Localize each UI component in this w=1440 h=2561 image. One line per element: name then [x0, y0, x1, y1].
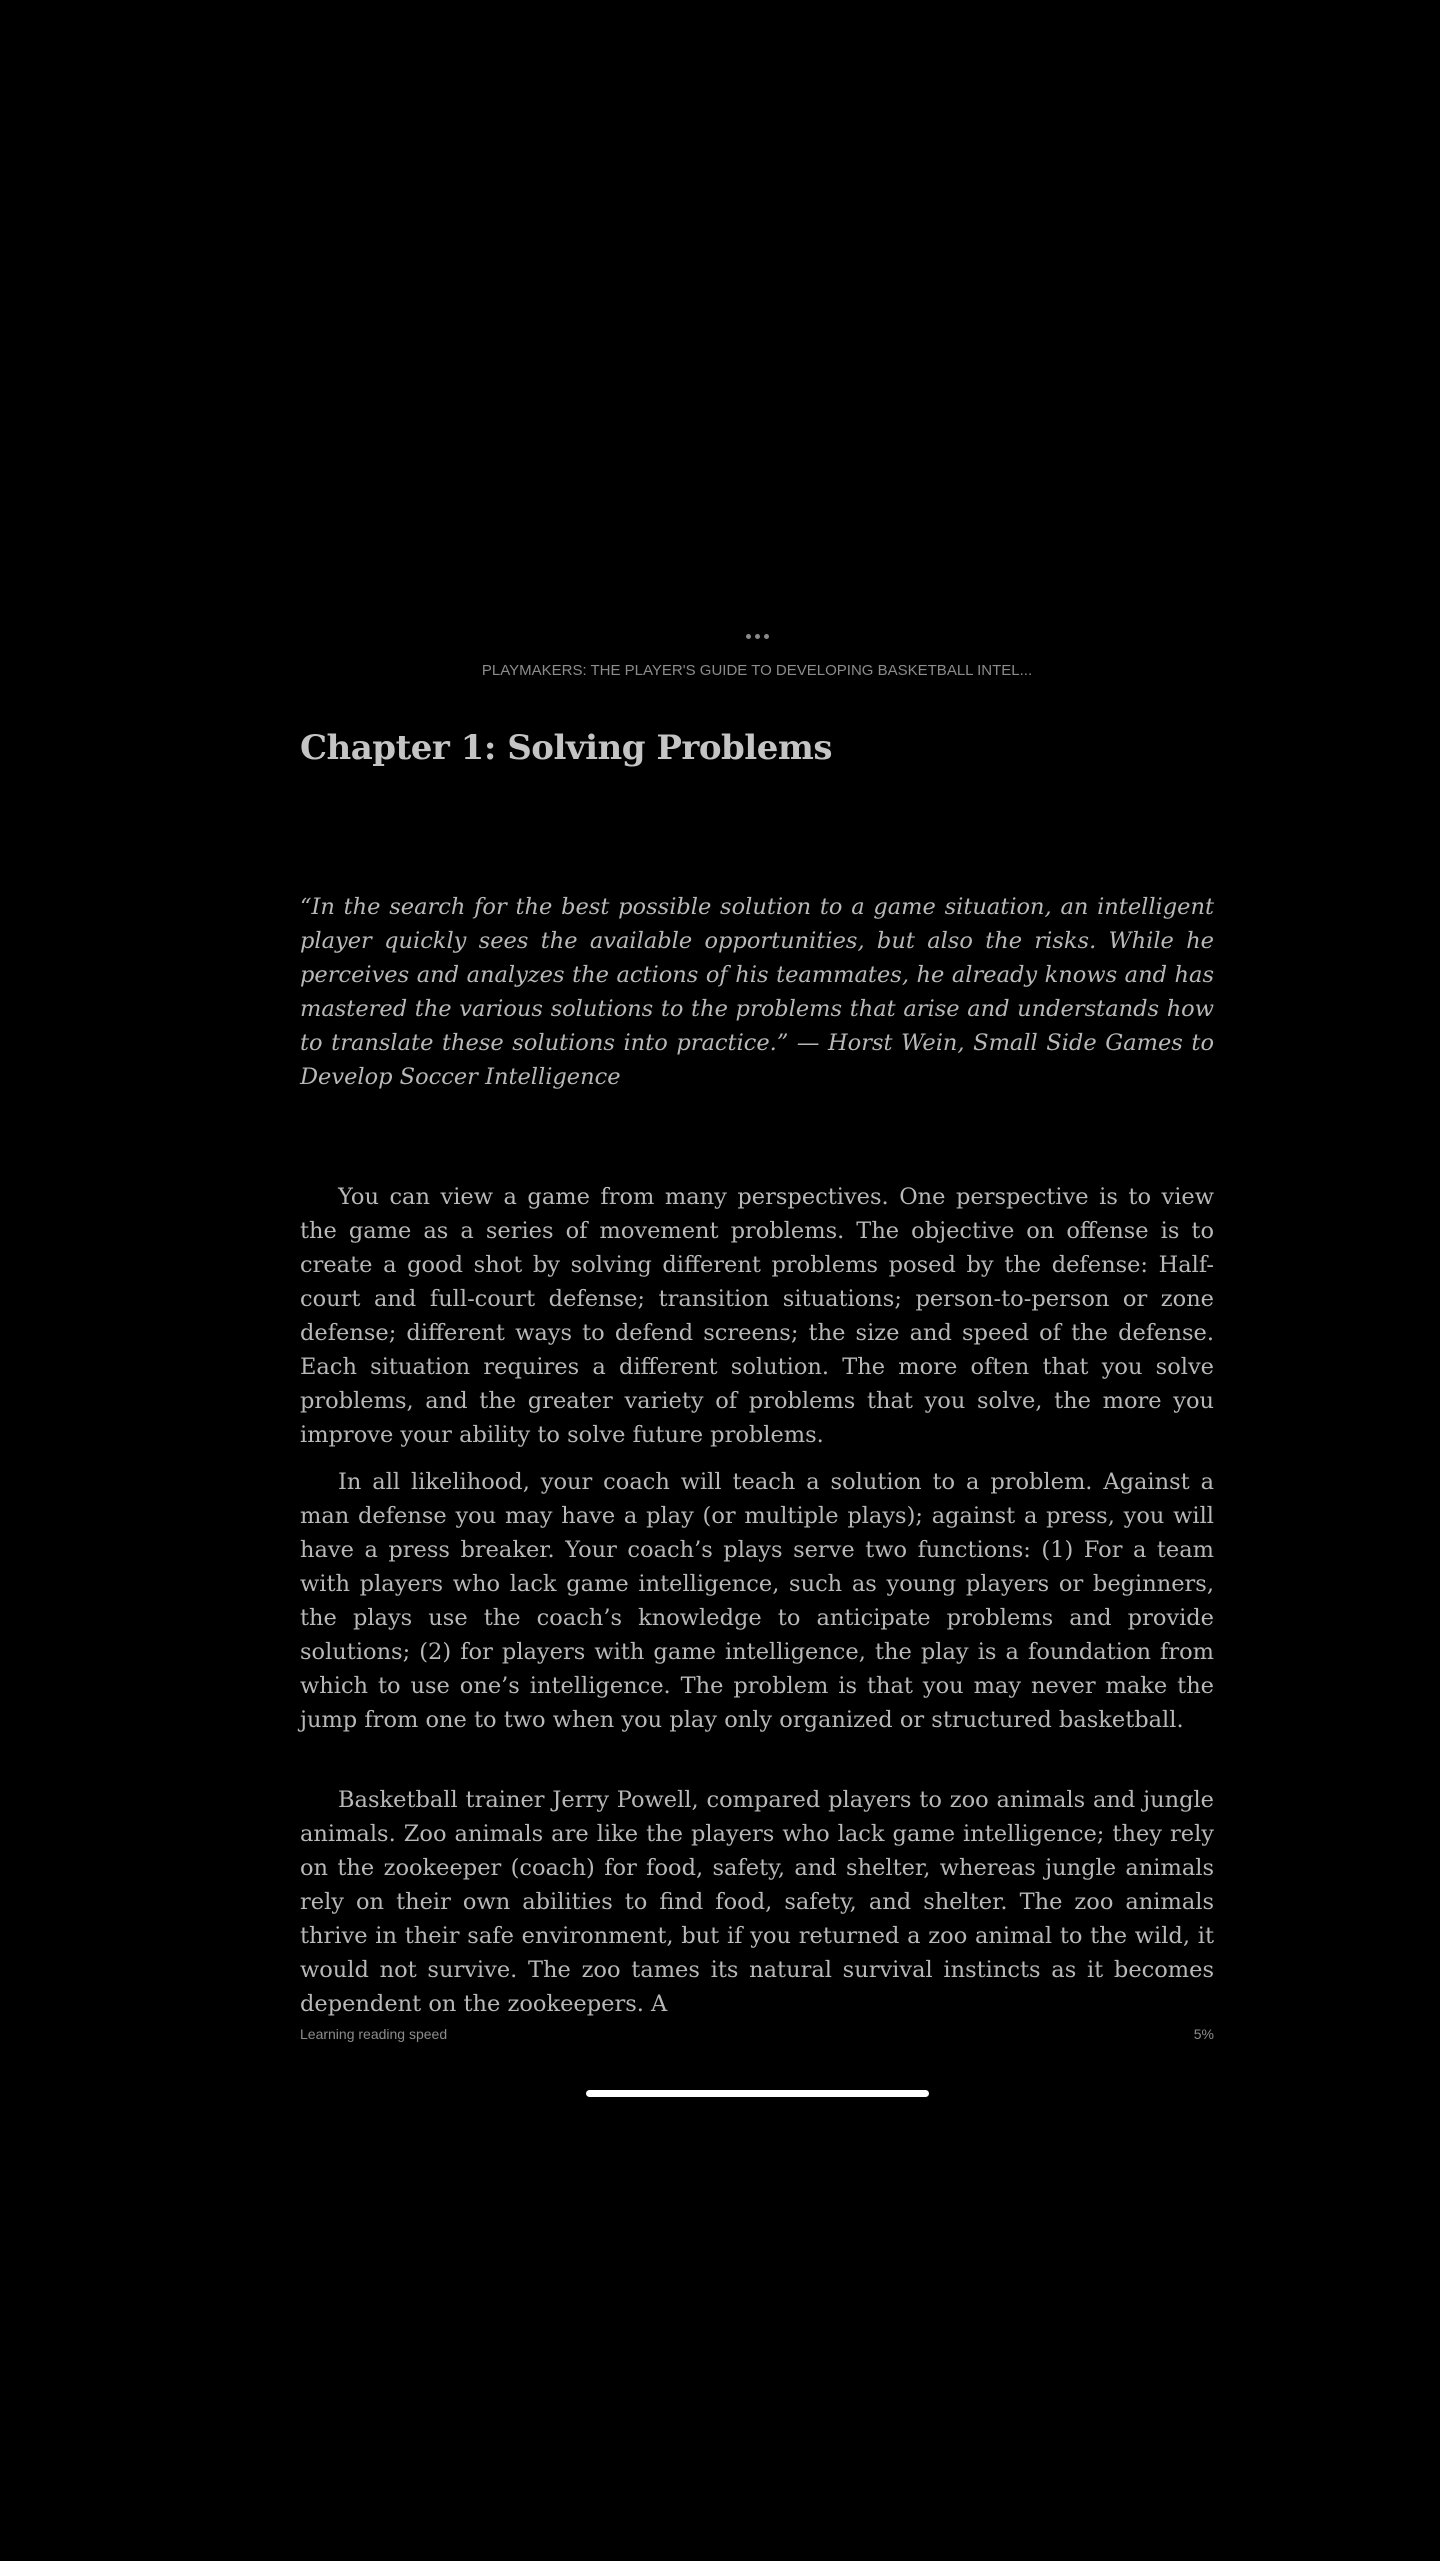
- reader-page[interactable]: [300, 720, 1214, 2017]
- more-options-button[interactable]: [740, 624, 774, 648]
- more-horizontal-icon-dot: [755, 634, 760, 639]
- reading-progress: 5%: [1193, 2026, 1214, 2042]
- book-title: PLAYMAKERS: THE PLAYER'S GUIDE TO DEVELOPING BASKETBALL INTEL...: [481, 662, 1033, 679]
- reading-speed-status: Learning reading speed: [300, 2026, 448, 2042]
- chapter-epigraph: “In the search for the best possible solution to a game situation, an intelligent player quickly sees the available opportunities, but also the risks. While he perceives and analyzes the actions of his teammates, he already knows and has mastered the various solutions to the problems that arise and understands how to translate these solutions into practice.” — Horst Wein, Small Side Games to Develop Soccer Intelligence: [300, 894, 1214, 1090]
- body-paragraph: In all likelihood, your coach will teach a solution to a problem. Against a man defense you may have a play (or multiple plays); against a press, you will have a press breaker. Your coach’s plays serve two functions: (1) For a team with players who lack game intelligence, such as young players or beginners, the plays use the coach’s knowledge to anticipate problems and provide solutions; (2) for players with game intelligence, the play is a foundation from which to use one’s intelligence. The problem is that you may never make the jump from one to two when you play only organized or structured basketball.: [300, 1469, 1214, 1733]
- more-horizontal-icon-dot: [764, 634, 769, 639]
- body-paragraph: Basketball trainer Jerry Powell, compared players to zoo animals and jungle animals. Zoo animals are like the players who lack game intelligence; they rely on the zookeeper (coach) for food, safety, and shelter, whereas jungle animals rely on their own abilities to find food, safety, and shelter. The zoo animals thrive in their safe environment, but if you returned a zoo animal to the wild, it would not survive. The zoo tames its natural survival instincts as it becomes dependent on the zookeepers. A: [300, 1787, 1214, 2017]
- body-paragraph: You can view a game from many perspectives. One perspective is to view the game as a series of movement problems. The objective on offense is to create a good shot by solving different problems posed by the defense: Half-court and full-court defense; transition situations; person-to-person or zone defense; different ways to defend screens; the size and speed of the defense. Each situation requires a different solution. The more often that you solve problems, and the greater variety of problems that you solve, the more you improve your ability to solve future problems.: [300, 1184, 1214, 1448]
- chapter-title: Chapter 1: Solving Problems: [300, 728, 832, 768]
- home-indicator[interactable]: [586, 2090, 929, 2097]
- more-horizontal-icon: [746, 634, 751, 639]
